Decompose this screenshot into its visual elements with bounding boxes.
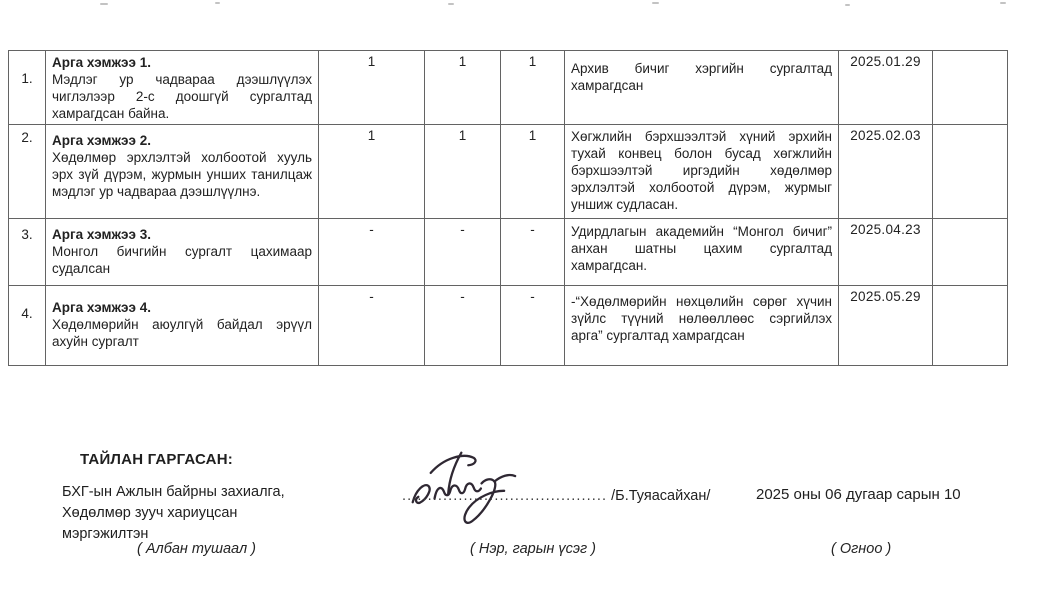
report-prepared-heading: ТАЙЛАН ГАРГАСАН:: [80, 451, 233, 468]
result-text: -“Хөдөлмөрийн нөхцөлийн сөрөг хүчин зүйлс түүний нөлөөллөөс сэргийлэх арга” сургалтад хамрагдсан: [565, 286, 839, 366]
scan-speck: [1000, 2, 1006, 4]
empty-cell: [933, 51, 1008, 125]
activity-report-table: [8, 50, 1008, 366]
name-caption: ( Нэр, гарын үсэг ): [470, 541, 597, 557]
activity-desc: Хөдөлмөрийн аюулгүй байдал эрүүл ахуйн сургалт: [52, 317, 312, 349]
empty-cell: [933, 286, 1008, 366]
signature-line: [402, 488, 710, 504]
scan-speck: [845, 4, 850, 6]
activity-cell: [46, 51, 319, 125]
table-row: [9, 286, 1008, 366]
activity-cell: [46, 125, 319, 219]
scan-speck: [100, 3, 108, 5]
activity-title: Арга хэмжээ 2.: [52, 133, 151, 148]
table-row: [9, 219, 1008, 286]
activity-title: Арга хэмжээ 4.: [52, 300, 151, 315]
plan-value: -: [501, 286, 565, 366]
date-value: 2025.04.23: [839, 219, 933, 286]
plan-value: -: [425, 286, 501, 366]
activity-title: Арга хэмжээ 3.: [52, 227, 151, 242]
activity-cell: [46, 219, 319, 286]
position-caption: ( Албан тушаал ): [137, 541, 256, 557]
activity-desc: Хөдөлмөр эрхлэлтэй холбоотой хууль эрх зүй дүрэм, журмын унших танилцаж мэдлэг ур чадвараа дээшлүүлнэ.: [52, 150, 312, 199]
signer-position-line: мэргэжилтэн: [62, 526, 149, 542]
signature-dotted-line: ........................................: [402, 488, 608, 504]
plan-value: 1: [501, 125, 565, 219]
plan-value: -: [425, 219, 501, 286]
row-number: 4.: [9, 286, 46, 366]
plan-value: 1: [501, 51, 565, 125]
table-row: [9, 51, 1008, 125]
activity-desc: Мэдлэг ур чадвараа дээшлүүлэх чиглэлээр 2-с доошгүй сургалтад хамрагдсан байна.: [52, 72, 312, 121]
row-number: 2.: [9, 125, 46, 219]
signer-name: /Б.Туяасайхан/: [611, 488, 711, 504]
date-value: 2025.02.03: [839, 125, 933, 219]
row-number: 3.: [9, 219, 46, 286]
empty-cell: [933, 125, 1008, 219]
result-text: Хөгжлийн бэрхшээлтэй хүний эрхийн тухай конвец болон бусад хөгжлийн бэрхшээлтэй иргэдийн хөдөлмөр эрхлэлтэй холбоотой дүрэм, журмыг уншиж судласан.: [565, 125, 839, 219]
plan-value: 1: [425, 51, 501, 125]
plan-value: 1: [425, 125, 501, 219]
plan-value: -: [319, 219, 425, 286]
row-number: 1.: [9, 51, 46, 125]
signer-position-line: Хөдөлмөр зууч хариуцсан: [62, 505, 238, 521]
result-text: Архив бичиг хэргийн сургалтад хамрагдсан: [565, 51, 839, 125]
signer-position-line: БХГ-ын Ажлын байрны захиалга,: [62, 484, 285, 500]
scan-speck: [652, 2, 659, 4]
date-value: 2025.01.29: [839, 51, 933, 125]
plan-value: 1: [319, 51, 425, 125]
date-value: 2025.05.29: [839, 286, 933, 366]
table-row: [9, 125, 1008, 219]
report-date: 2025 оны 06 дугаар сарын 10: [756, 486, 961, 503]
plan-value: 1: [319, 125, 425, 219]
date-caption: ( Огноо ): [831, 541, 892, 557]
plan-value: -: [501, 219, 565, 286]
empty-cell: [933, 219, 1008, 286]
activity-title: Арга хэмжээ 1.: [52, 55, 151, 70]
scan-speck: [215, 2, 220, 4]
signer-position: [62, 482, 322, 545]
activity-desc: Монгол бичгийн сургалт цахимаар судалсан: [52, 244, 312, 276]
result-text: Удирдлагын академийн “Монгол бичиг” анхан шатны цахим сургалтад хамрагдсан.: [565, 219, 839, 286]
plan-value: -: [319, 286, 425, 366]
activity-cell: [46, 286, 319, 366]
scan-speck: [448, 3, 454, 5]
